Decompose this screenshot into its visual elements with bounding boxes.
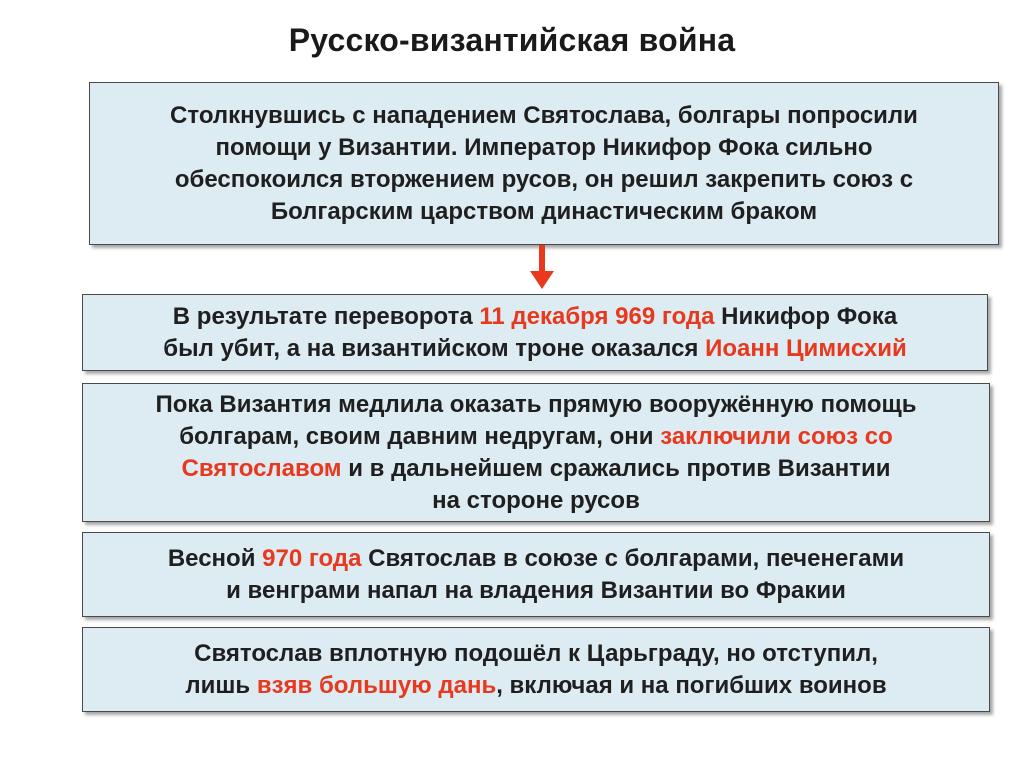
slide-title: Русско-византийская война [288,22,736,58]
attack-text: Весной [167,544,263,572]
alliance-box [82,383,990,522]
tribute-line-2 [83,670,989,702]
alliance-line-4: на стороне русов [432,486,640,514]
tribute-line-1: Святослав вплотную подошёл к Царьграду, но отступил, [194,639,878,667]
tribute-highlight: взяв большую дань [256,671,497,699]
context-line-3: обеспокоился вторжением русов, он решил закрепить союз с [174,165,914,193]
emperor-name: Иоанн Цимисхий [705,334,907,362]
attack-text: Святослав в союзе с болгарами, печенегами [361,544,905,572]
coup-text: Никифор Фока [714,302,898,330]
context-line-4: Болгарским царством династическим браком [270,197,818,225]
tribute-text: , включая и на погибших воинов [496,671,887,699]
context-box [89,82,999,245]
alliance-text: и в дальнейшем сражались против Византии [341,454,891,482]
tribute-box [82,627,990,712]
alliance-line-2 [83,421,989,453]
coup-line-2 [83,333,987,365]
coup-date: 11 декабря 969 года [479,302,715,330]
context-line-2: помощи у Византии. Император Никифор Фока сильно [215,133,873,161]
coup-text: В результате переворота [172,302,480,330]
attack-line-2: и венграми напал на владения Византии во Фракии [226,576,846,604]
context-line-1: Столкнувшись с нападением Святослава, болгары попросили [170,101,918,129]
alliance-line-3 [83,453,989,485]
attack-year: 970 года [262,544,362,572]
coup-text: был убит, а на византийском троне оказался [163,334,706,362]
alliance-highlight: Святославом [181,454,342,482]
coup-line-1 [83,301,987,333]
alliance-line-1: Пока Византия медлила оказать прямую вооружённую помощь [155,390,917,418]
attack-line-1 [83,543,989,575]
alliance-highlight: заключили союз со [660,422,893,450]
alliance-text: болгарам, своим давним недругам, они [179,422,661,450]
coup-box [82,294,988,371]
down-arrow-icon [527,245,557,291]
tribute-text: лишь [185,671,257,699]
attack-box [82,532,990,617]
